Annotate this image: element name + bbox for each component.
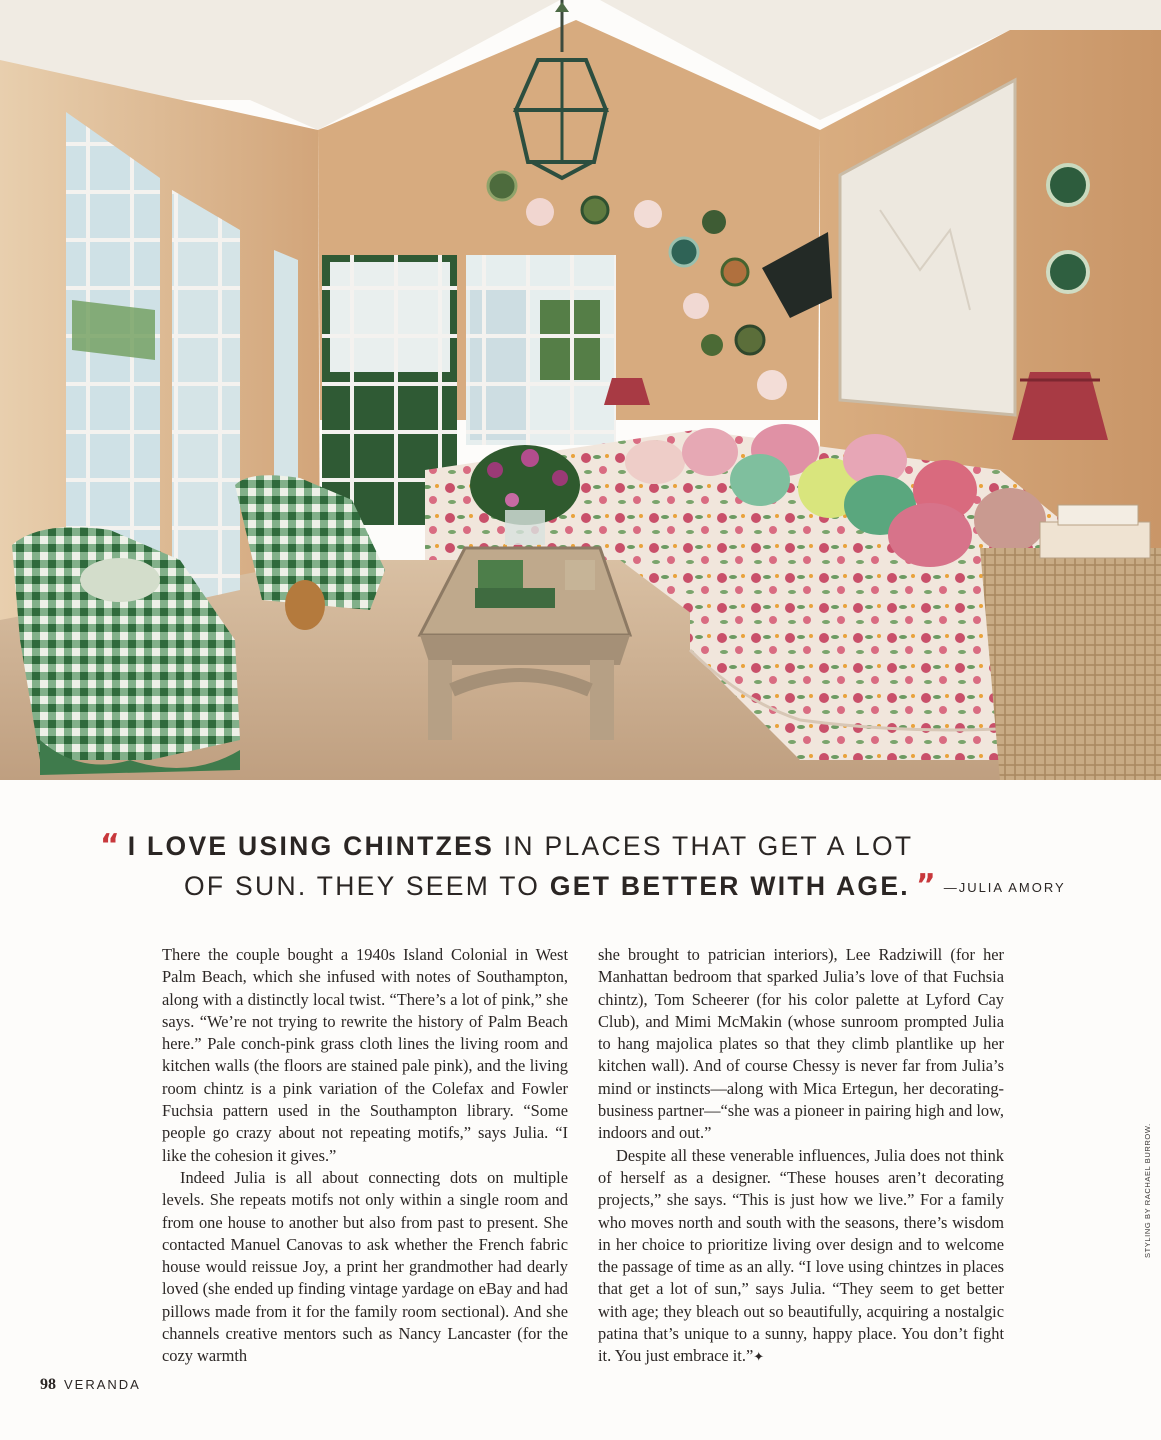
pull-quote-bold-2: GET BETTER WITH AGE. (549, 871, 910, 901)
open-quote-mark: “ (100, 828, 118, 863)
end-mark-icon: ✦ (753, 1350, 765, 1366)
page-number: 98 (40, 1376, 56, 1393)
pull-quote-text-2: OF SUN. THEY SEEM TO (184, 871, 550, 901)
article-column-left (162, 944, 568, 1368)
pull-quote (100, 826, 1066, 908)
pull-quote-bold-1: I LOVE USING CHINTZES (127, 831, 495, 861)
pull-quote-text-1: IN PLACES THAT GET A LOT (494, 831, 914, 861)
paragraph: There the couple bought a 1940s Island Colonial in West Palm Beach, which she infused with notes of Southampton, along with a distinctly local twist. “There’s a lot of pink,” she says. “We’re not trying to rewrite the history of Palm Beach here.” Pale conch-pink grass cloth lines the living room and kitchen walls (the floors are stained pale pink), and the living room chintz is a pink variation of the Colefax and Fowler Fuchsia pattern used in the Southampton library. “Some people go crazy about not repeating motifs,” says Julia. “I like the cohesion it gives.” (162, 945, 568, 1165)
paragraph: Indeed Julia is all about connecting dots on multiple levels. She repeats motifs not only within a single room and from one house to another but also from past to present. She contacted Manuel Canovas to ask whether the French fabric house would reissue Joy, a print her grandmother had dearly loved (she ended up finding vintage yardage on eBay and had pillows made from it for the family room sectional). And she channels creative mentors such as Nancy Lancaster (for the cozy warmth (162, 1167, 568, 1366)
paragraph-final-text: Despite all these venerable influences, Julia does not think of herself as a designer. “These houses aren’t decorating projects,” she says. “This is just how we live.” For a family who moves north and south with the seasons, there’s wisdom in her choice to prioritize living over design and to welcome the passage of time as an ally. “I love using chintzes in places that get a lot of sun,” says Julia. “They seem to get better with age; they bleach out so beautifully, acquiring a nostalgic patina that’s unique to a sunny, happy place. You don’t fight it. You just embrace it.” (598, 1145, 1004, 1366)
article-column-right (598, 944, 1004, 1370)
paragraph-final (598, 1145, 1004, 1370)
folio (40, 1376, 141, 1394)
paragraph: she brought to patrician interiors), Lee Radziwill (for her Manhattan bedroom that sparked Julia’s love of that Fuchsia chintz), Tom Scheerer (for his color palette at Lyford Cay Club), and Mimi McMakin (whose sunroom prompted Julia to hang majolica plates so that they climb plantlike up her kitchen wall). And of course Chessy is never far from Julia’s mind or instincts—along with Mica Ertegun, her decorating-business partner—“she was a pioneer in pairing high and low, indoors and out.” (598, 945, 1004, 1143)
wooden-animal-sculpture (285, 580, 325, 630)
pull-quote-line-2 (100, 866, 1066, 908)
pull-quote-line-1 (100, 826, 1060, 866)
close-quote-mark: ” (915, 868, 934, 903)
styling-credit: STYLING BY RACHAEL BURROW. (1143, 1123, 1152, 1258)
magazine-name: VERANDA (64, 1377, 141, 1392)
pull-quote-attribution: —JULIA AMORY (943, 880, 1066, 895)
